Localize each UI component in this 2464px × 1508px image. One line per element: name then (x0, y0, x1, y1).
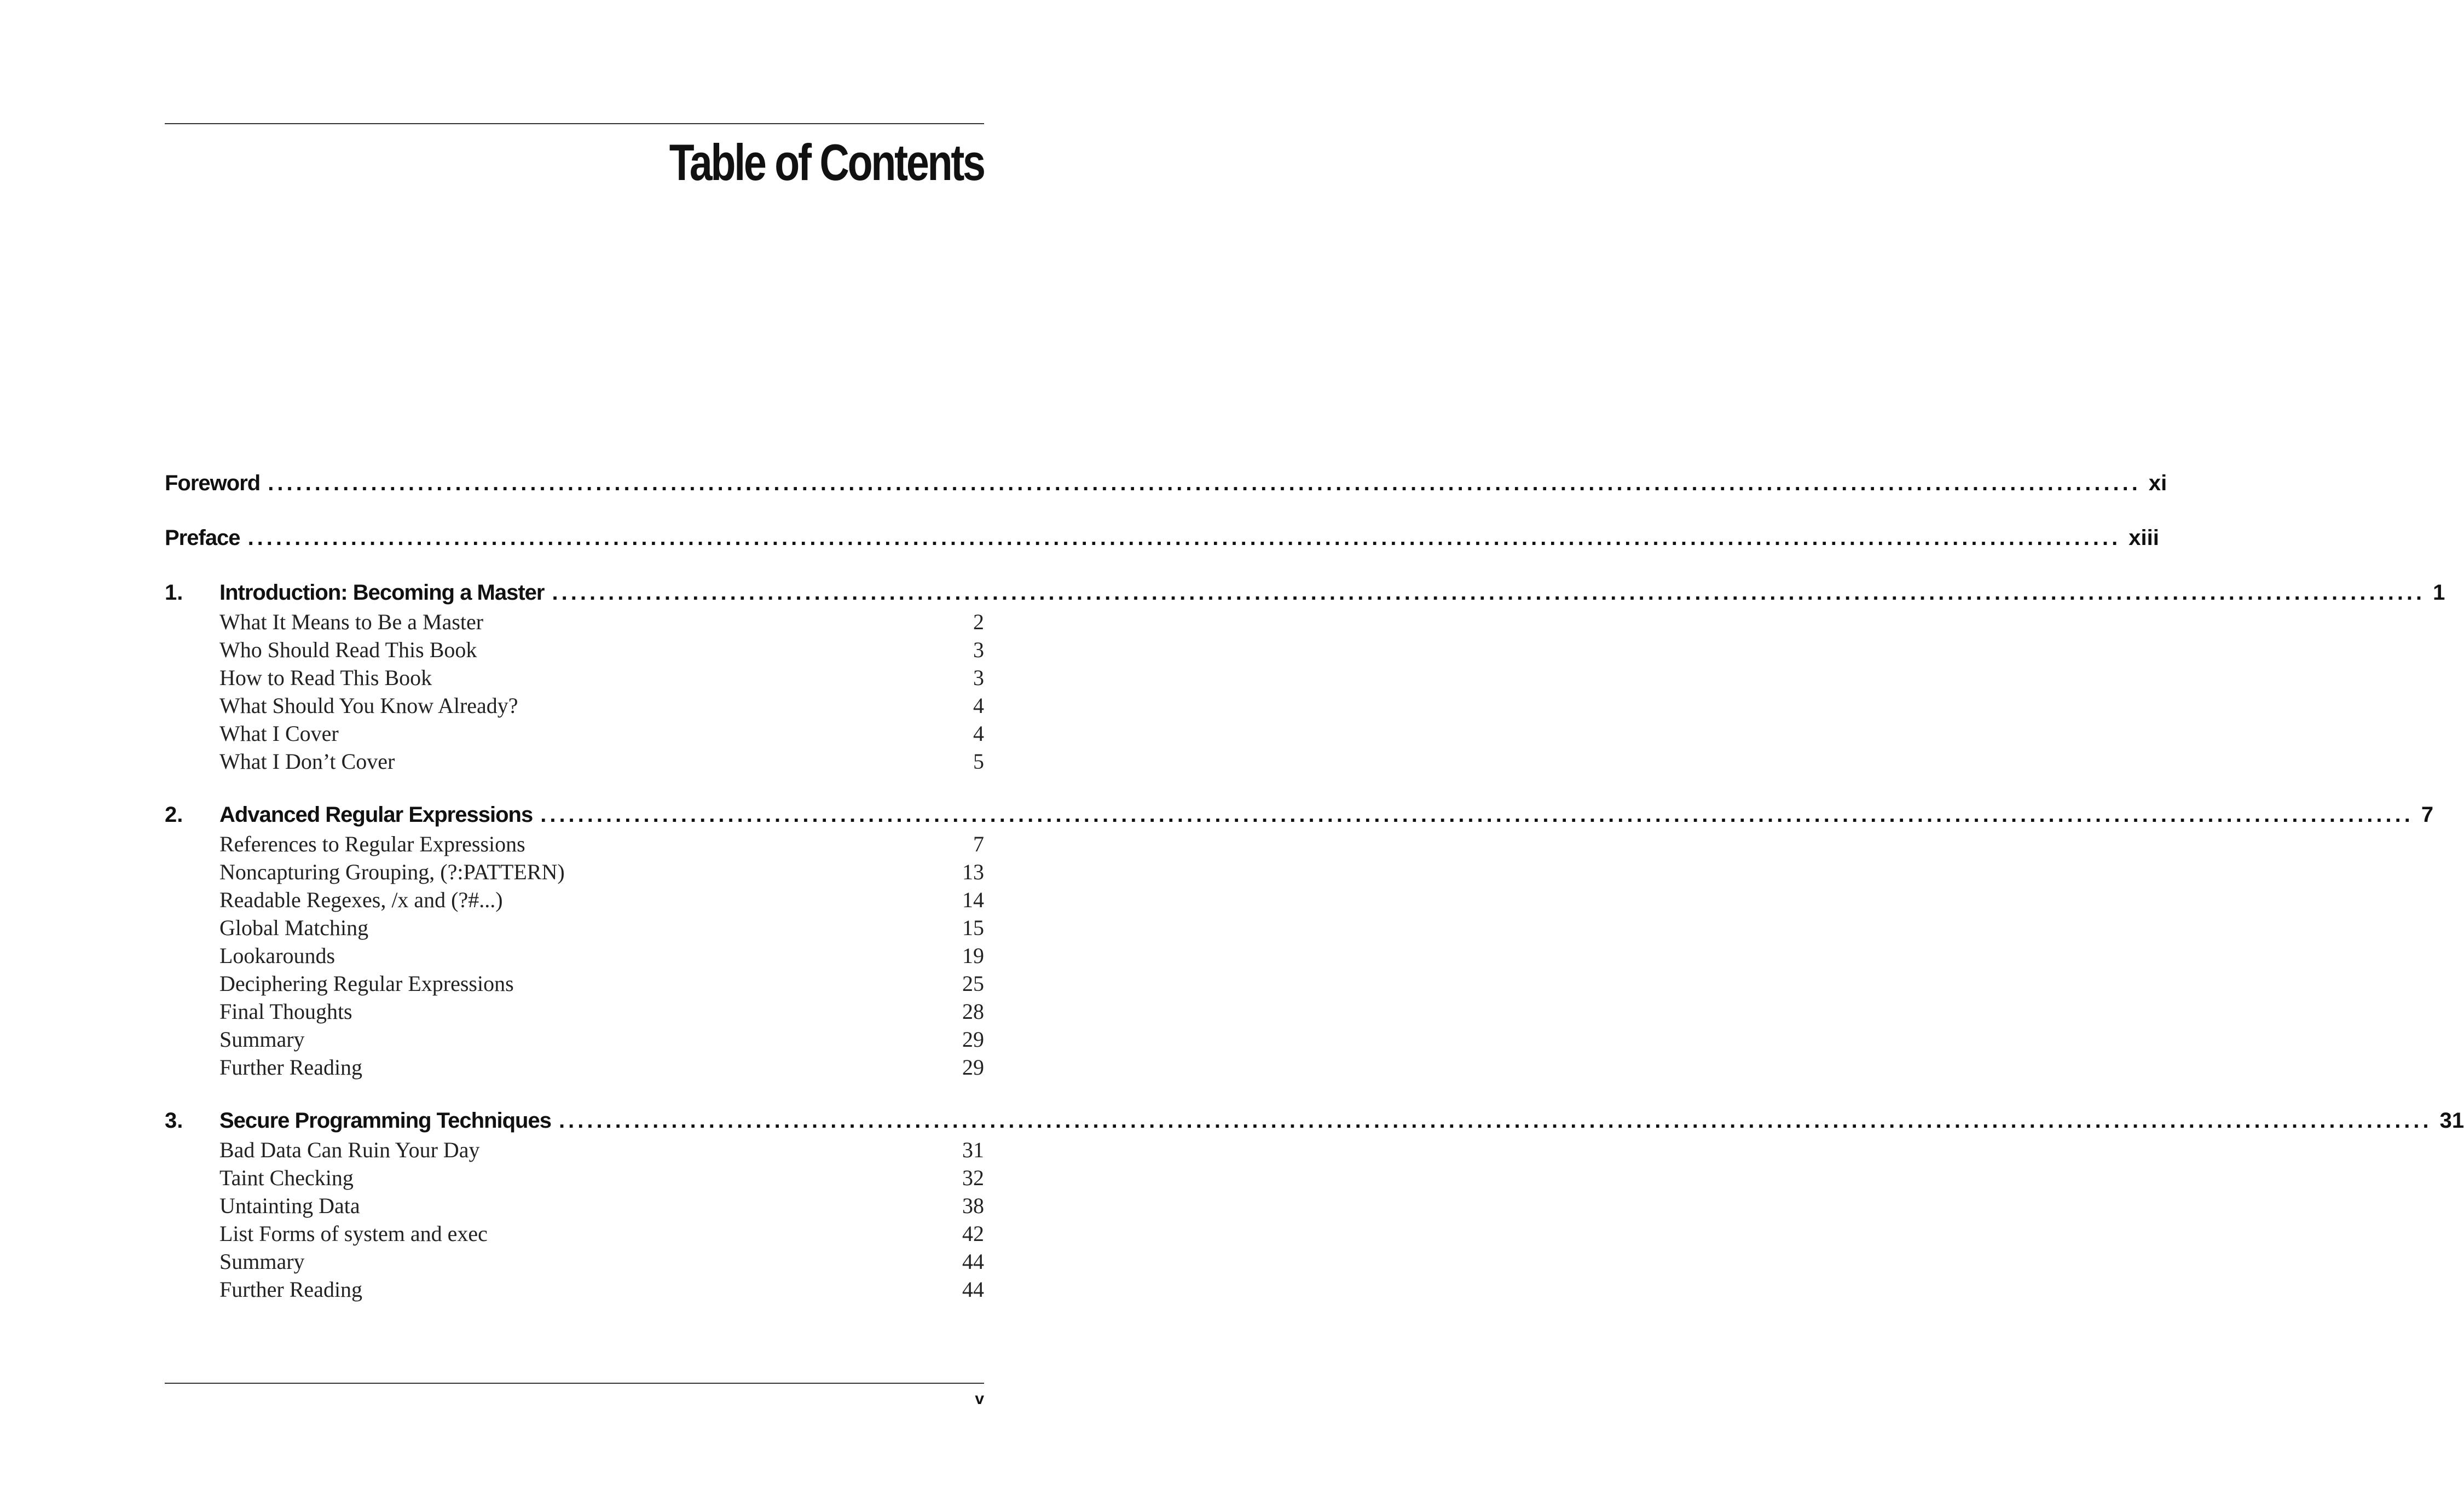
section-label: Lookarounds (219, 943, 336, 968)
section-label: What I Don’t Cover (219, 749, 395, 774)
section-entry[interactable] (219, 1220, 984, 1248)
section-entry[interactable] (219, 1248, 984, 1275)
section-label: Further Reading (219, 1055, 363, 1080)
section-entry[interactable] (219, 747, 984, 775)
section-page: 15 (962, 915, 984, 940)
chapter-number: 1. (165, 581, 183, 605)
section-label: List Forms of system and exec (219, 1221, 488, 1246)
section-page: 7 (973, 832, 984, 856)
chapter-page: 7 (2421, 803, 2434, 827)
table-of-contents (165, 468, 2464, 1303)
chapter-page: 1 (2433, 581, 2445, 605)
section-page: 29 (962, 1055, 984, 1080)
dot-leader: ........................................................................................................................................................................................................ (247, 526, 2121, 550)
section-entry[interactable] (219, 830, 984, 858)
section-entry[interactable] (219, 1025, 984, 1053)
section-entry[interactable] (219, 636, 984, 664)
section-label: Noncapturing Grouping, (?:PATTERN) (219, 860, 565, 884)
section-label: Deciphering Regular Expressions (219, 971, 514, 996)
section-page: 32 (962, 1165, 984, 1190)
section-label: Taint Checking (219, 1165, 354, 1190)
section-page: 2 (973, 610, 984, 634)
chapter-title: Advanced Regular Expressions (219, 803, 533, 827)
section-entry[interactable] (219, 664, 984, 692)
chapter-number: 2. (165, 803, 183, 827)
section-entry[interactable] (219, 886, 984, 914)
top-rule (165, 123, 984, 124)
section-label: What It Means to Be a Master (219, 610, 484, 634)
toc-chapter-1 (165, 577, 2445, 775)
section-entry[interactable] (219, 970, 984, 997)
section-label: Global Matching (219, 915, 369, 940)
section-page: 4 (973, 721, 984, 746)
section-entry[interactable] (219, 1053, 984, 1081)
toc-foreword[interactable] (165, 468, 2167, 498)
section-page: 19 (962, 943, 984, 968)
section-entry[interactable] (219, 914, 984, 942)
toc-entry-label: Preface (165, 526, 240, 550)
bottom-rule (165, 1383, 984, 1384)
section-label: What I Cover (219, 721, 339, 746)
chapter-title: Introduction: Becoming a Master (219, 581, 545, 605)
section-label: Readable Regexes, /x and (?#...) (219, 888, 503, 912)
section-entry[interactable] (219, 997, 984, 1025)
chapter-heading[interactable] (165, 577, 2445, 608)
toc-preface[interactable] (165, 523, 2159, 553)
section-page: 31 (962, 1138, 984, 1162)
section-entry[interactable] (219, 1164, 984, 1192)
toc-entry-label: Foreword (165, 471, 261, 495)
section-page: 3 (973, 637, 984, 662)
section-page: 28 (962, 999, 984, 1024)
section-label: How to Read This Book (219, 665, 432, 690)
section-page: 25 (962, 971, 984, 996)
section-list (165, 1136, 984, 1303)
section-entry[interactable] (219, 1275, 984, 1303)
toc-entry-page: xiii (2128, 526, 2159, 550)
chapter-heading[interactable] (165, 1105, 2464, 1136)
section-page: 3 (973, 665, 984, 690)
section-label: Further Reading (219, 1277, 363, 1302)
dot-leader: ........................................................................................................................................................................................................ (552, 581, 2426, 605)
section-page: 44 (962, 1249, 984, 1274)
section-entry[interactable] (219, 942, 984, 970)
section-entry[interactable] (219, 1136, 984, 1164)
dot-leader: ........................................................................................................................................................................................................ (540, 803, 2414, 827)
section-page: 13 (962, 860, 984, 884)
section-entry[interactable] (219, 720, 984, 747)
section-page: 4 (973, 693, 984, 718)
section-label: Untainting Data (219, 1193, 360, 1218)
section-page: 42 (962, 1221, 984, 1246)
chapter-number: 3. (165, 1109, 183, 1133)
section-entry[interactable] (219, 692, 984, 720)
section-label: Summary (219, 1027, 305, 1052)
section-entry[interactable] (219, 1192, 984, 1220)
dot-leader: ........................................................................................................................................................................................................ (268, 471, 2141, 495)
toc-chapter-3 (165, 1105, 2464, 1303)
section-label: Final Thoughts (219, 999, 352, 1024)
section-label: Summary (219, 1249, 305, 1274)
dot-leader: ........................................................................................................................................................................................................ (558, 1109, 2432, 1133)
section-entry[interactable] (219, 608, 984, 636)
section-page: 38 (962, 1193, 984, 1218)
chapter-heading[interactable] (165, 799, 2434, 830)
toc-chapter-2 (165, 799, 2434, 1081)
section-entry[interactable] (219, 858, 984, 886)
page-number: v (975, 1390, 984, 1408)
chapter-title: Secure Programming Techniques (219, 1109, 551, 1133)
section-page: 29 (962, 1027, 984, 1052)
section-page: 14 (962, 888, 984, 912)
section-list (165, 608, 984, 775)
section-label: References to Regular Expressions (219, 832, 525, 856)
section-page: 44 (962, 1277, 984, 1302)
page-title: Table of Contents (669, 134, 984, 191)
section-label: Bad Data Can Ruin Your Day (219, 1138, 480, 1162)
section-label: Who Should Read This Book (219, 637, 477, 662)
section-label: What Should You Know Already? (219, 693, 518, 718)
chapter-page: 31 (2439, 1109, 2464, 1133)
section-page: 5 (973, 749, 984, 774)
toc-entry-page: xi (2148, 471, 2167, 495)
section-list (165, 830, 984, 1081)
